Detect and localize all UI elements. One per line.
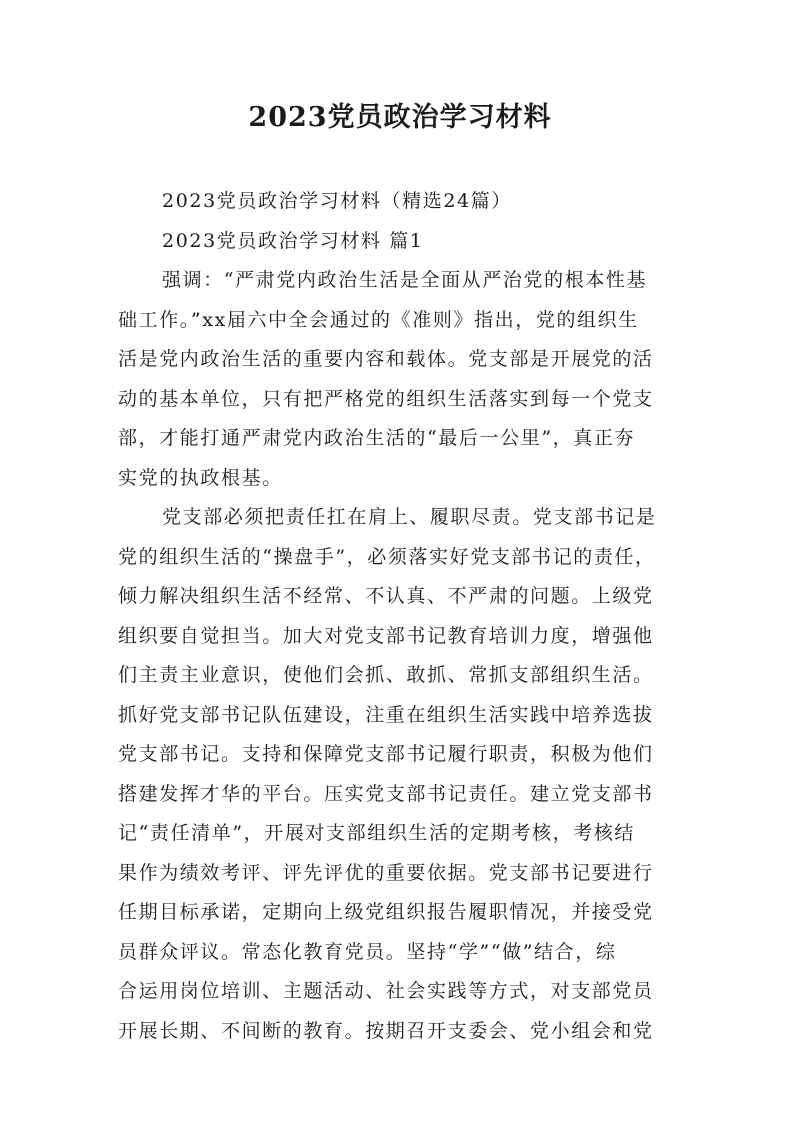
- body-text-line: 活是党内政治生活的重要内容和载体。党支部是开展党的活: [118, 348, 654, 370]
- body-text-line: 强调：“严肃党内政治生活是全面从严治党的根本性基: [162, 269, 648, 291]
- body-text-line: 开展长期、不间断的教育。按期召开支委会、党小组会和党: [118, 1019, 654, 1042]
- body-text-line: 搭建发挥才华的平台。压实党支部书记责任。建立党支部书: [118, 782, 654, 805]
- body-text-line: 员群众评议。常态化教育党员。坚持“学”“做”结合，综: [118, 940, 617, 963]
- body-text-line: 组织要自觉担当。加大对党支部书记教育培训力度，增强他: [118, 624, 654, 647]
- body-text-line: 2023党员政治学习材料 篇1: [162, 229, 424, 252]
- body-text-line: 记“责任清单”，开展对支部组织生活的定期考核，考核结: [118, 822, 636, 844]
- body-text-line: 党支部书记。支持和保障党支部书记履行职责，积极为他们: [118, 743, 654, 765]
- body-text-line: 合运用岗位培训、主题活动、社会实践等方式，对支部党员: [118, 980, 654, 1002]
- body-text-line: 果作为绩效考评、评先评优的重要依据。党支部书记要进行: [118, 861, 654, 884]
- body-text-line: 倾力解决组织生活不经常、不认真、不严肃的问题。上级党: [118, 585, 654, 607]
- body-text-line: 部，才能打通严肃党内政治生活的“最后一公里”，真正夯: [118, 427, 636, 449]
- body-text-line: 实党的执政根基。: [118, 466, 283, 489]
- body-text-line: 党的组织生活的“操盘手”，必须落实好党支部书记的责任，: [118, 545, 656, 568]
- body-text-line: 础工作。”xx届六中全会通过的《准则》指出，党的组织生: [118, 308, 639, 331]
- document-title: 2023党员政治学习材料: [248, 102, 552, 133]
- body-text-line: 党支部必须把责任扛在肩上、履职尽责。党支部书记是: [162, 506, 657, 528]
- body-text-line: 抓好党支部书记队伍建设，注重在组织生活实践中培养选拔: [118, 703, 654, 726]
- body-text-line: 2023党员政治学习材料（精选24篇）: [162, 190, 512, 212]
- body-text-line: 们主责主业意识，使他们会抓、敢抓、常抓支部组织生活。: [118, 664, 654, 686]
- body-text-line: 任期目标承诺，定期向上级党组织报告履职情况，并接受党: [118, 901, 654, 923]
- document-body: [118, 182, 690, 1051]
- body-text-line: 动的基本单位，只有把严格党的组织生活落实到每一个党支: [118, 387, 654, 410]
